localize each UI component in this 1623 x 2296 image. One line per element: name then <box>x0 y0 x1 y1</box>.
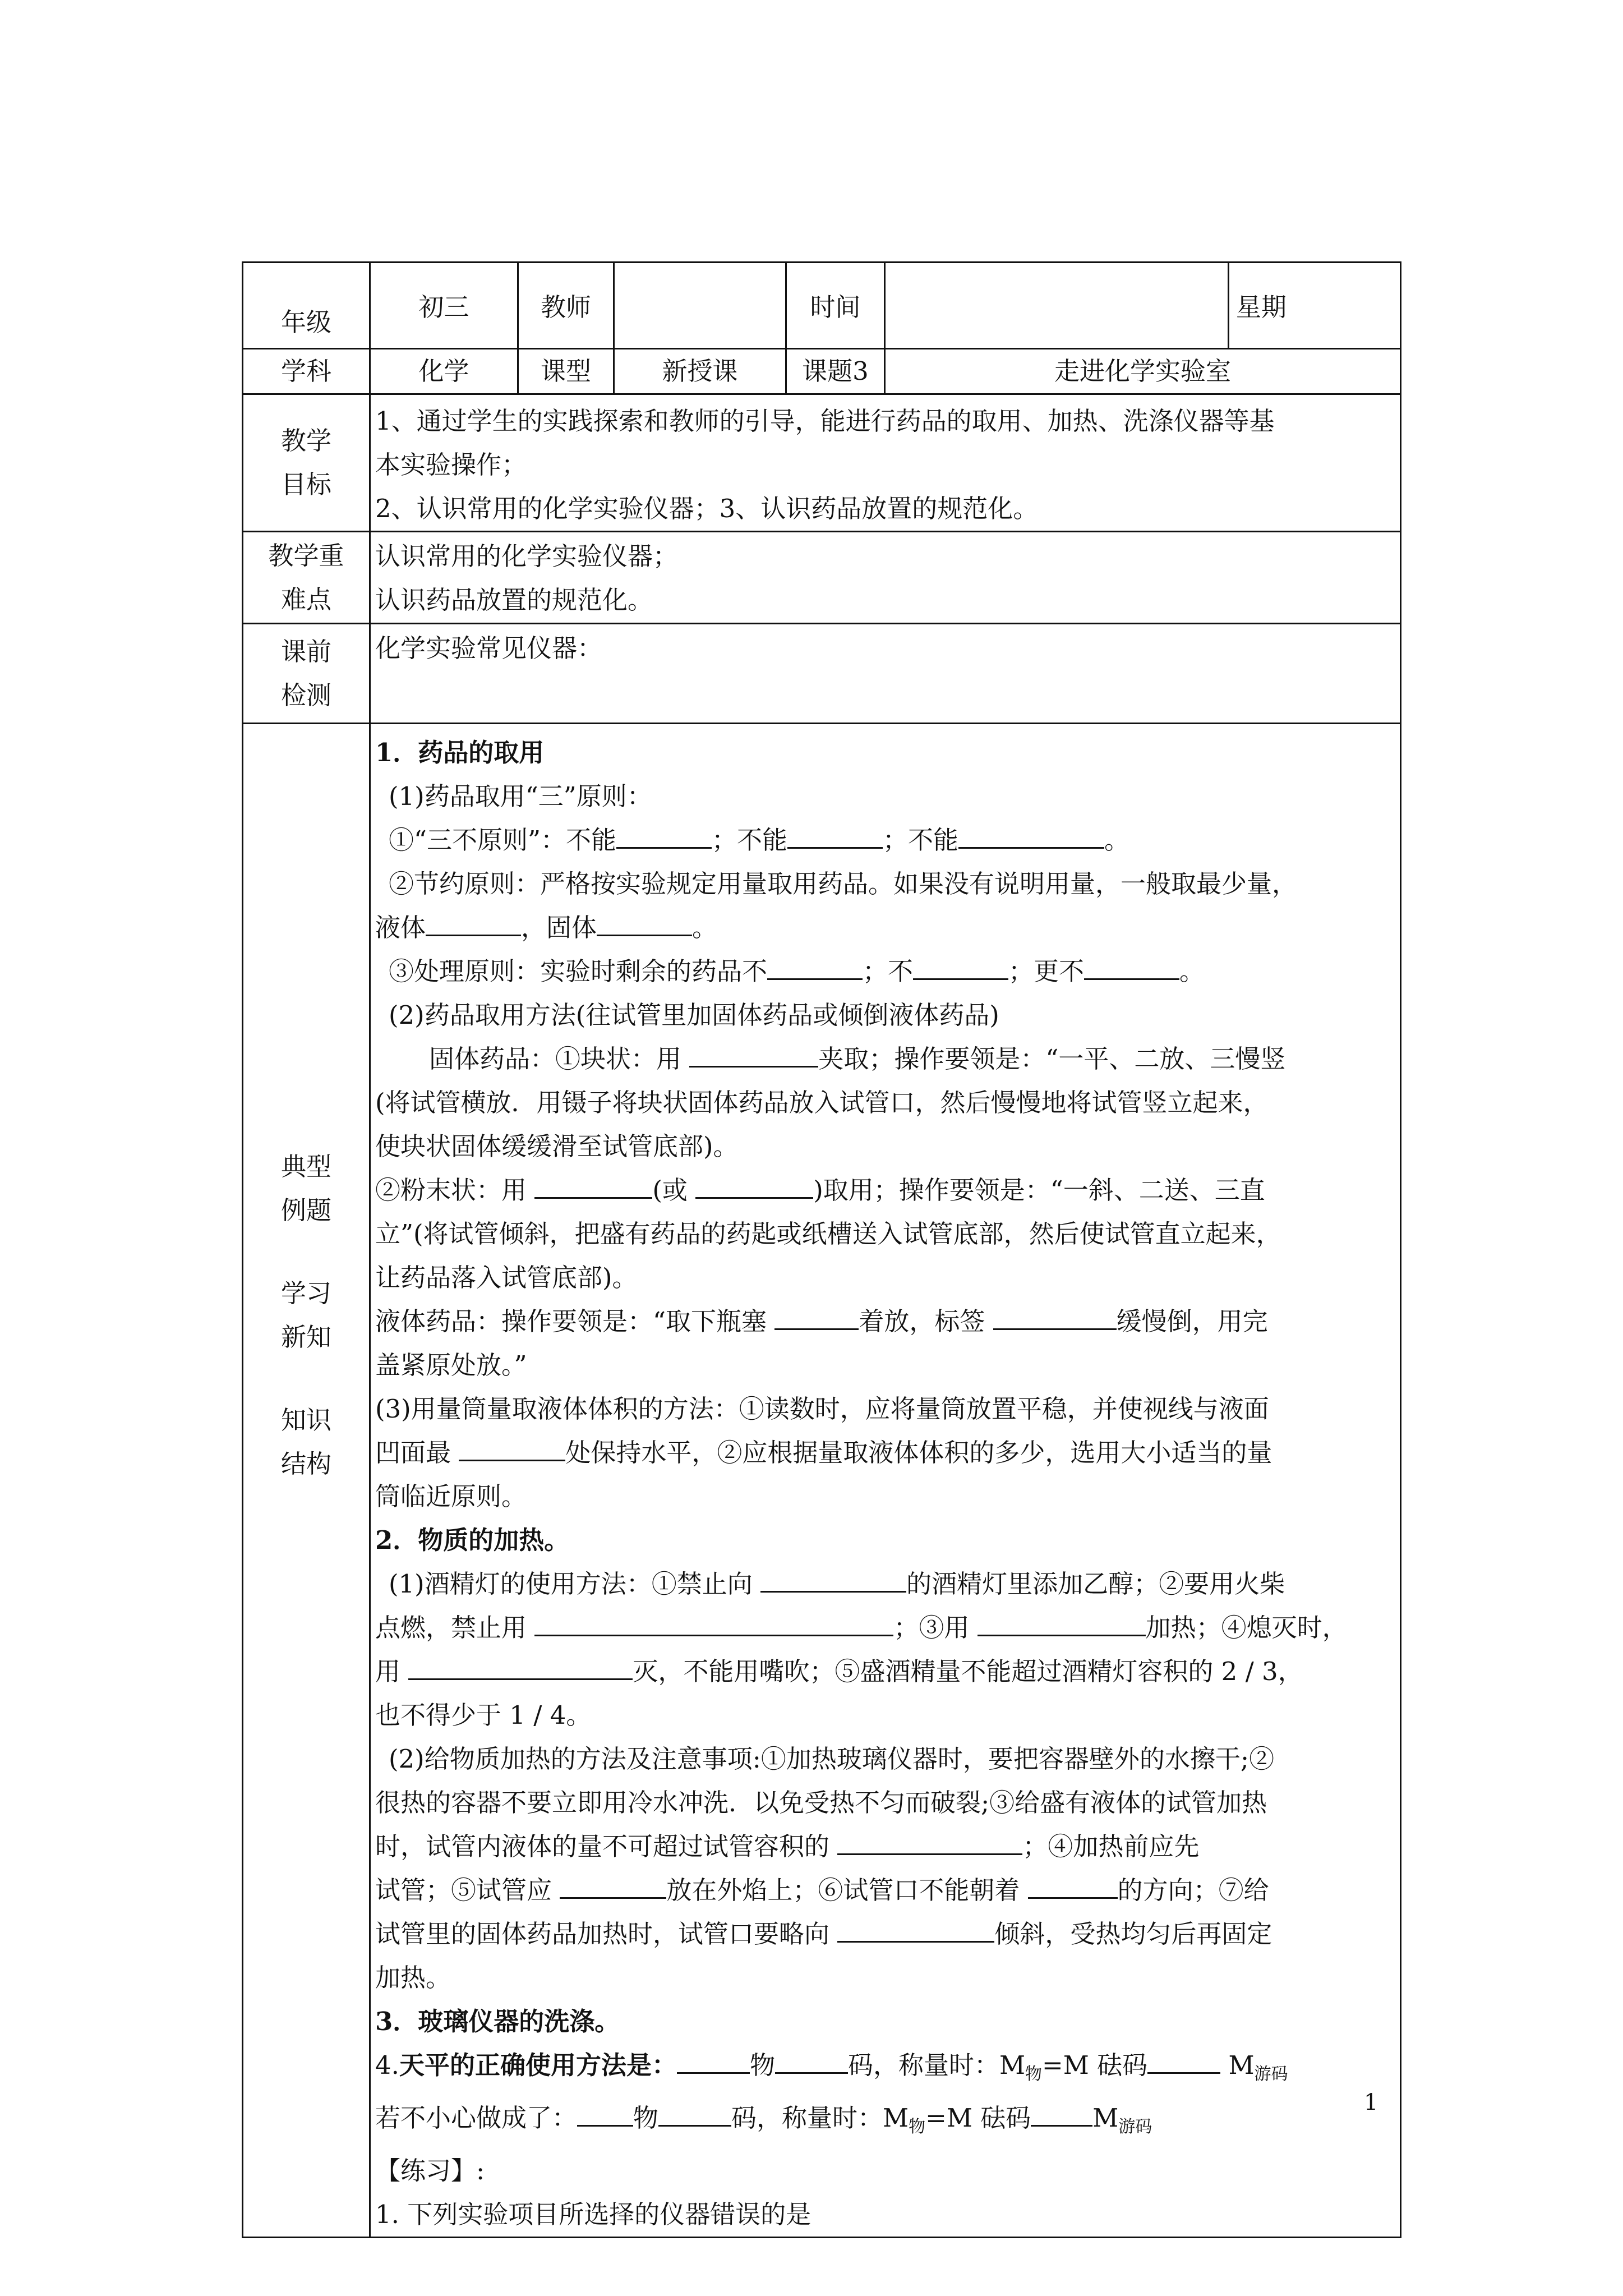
pretest-label-line1: 课前 <box>280 636 331 666</box>
s2-line4: 也不得少于 1 / 4。 <box>375 1700 592 1730</box>
goals-row <box>243 394 1401 532</box>
grade-value: 初三 <box>370 263 518 349</box>
s1-line2: ①“三不原则”：不能 ；不能 ；不能 。 <box>375 818 1395 862</box>
s2-line7: 时，试管内液体的量不可超过试管容积的 ；④加热前应先 <box>375 1825 1395 1869</box>
s1-line11: 让药品落入试管底部)。 <box>375 1263 638 1292</box>
s1-line13: 盖紧原处放。” <box>375 1350 527 1380</box>
time-value[interactable] <box>885 263 1229 349</box>
grade-label: 年级 <box>243 263 370 349</box>
main-content <box>370 724 1401 2238</box>
blank[interactable] <box>597 909 692 936</box>
goals-label-line1: 教学 <box>280 426 331 455</box>
blank[interactable] <box>695 1171 813 1199</box>
blank[interactable] <box>658 2099 731 2127</box>
blank[interactable] <box>426 909 521 936</box>
teacher-label: 教师 <box>518 263 614 349</box>
blank[interactable] <box>1028 1871 1118 1899</box>
s1-line4: ③处理原则：实验时剩余的药品不 ；不 ；更不 。 <box>375 950 1395 993</box>
main-label-line5: 知识 <box>280 1405 331 1435</box>
lesson-plan-table <box>242 261 1401 2238</box>
main-label-line4: 新知 <box>280 1322 331 1352</box>
s4-line2: 若不小心做成了： 物 码，称量时：$M_物=M$ 砝码 $M_{游码}$ <box>375 2096 1395 2149</box>
s1-line6: 固体药品：①块状：用 夹取；操作要领是：“一平、二放、三慢竖 <box>375 1037 1395 1081</box>
s1-line3a: ②节约原则：严格按实验规定用量取用药品。如果没有说明用量，一般取最少量， <box>389 869 1298 899</box>
section3-title: 3．玻璃仪器的洗涤。 <box>375 2007 620 2036</box>
blank[interactable] <box>767 953 863 980</box>
s1-line5: (2)药品取用方法(往试管里加固体药品或倾倒液体药品) <box>389 1000 999 1030</box>
s2-line9: 试管里的固体药品加热时，试管口要略向 倾斜，受热均匀后再固定 <box>375 1912 1395 1956</box>
s1-line14: (3)用量筒量取液体体积的方法：①读数时，应将量筒放置平稳，并使视线与液面 <box>375 1394 1269 1424</box>
pretest-label <box>243 624 370 724</box>
s1-line1: (1)药品取用“三”原则： <box>389 781 652 811</box>
blank[interactable] <box>993 1303 1117 1330</box>
pretest-content <box>370 624 1401 724</box>
blank[interactable] <box>913 953 1008 980</box>
blank[interactable] <box>837 1915 994 1943</box>
time-label: 时间 <box>786 263 885 349</box>
keypoints-line1: 认识常用的化学实验仪器； <box>375 541 679 571</box>
keypoints-label <box>243 532 370 624</box>
blank[interactable] <box>978 1609 1146 1636</box>
blank[interactable] <box>837 1828 1022 1855</box>
s2-line2: 点燃，禁止用 ；③用 加热；④熄灭时， <box>375 1606 1395 1650</box>
main-label-line1: 典型 <box>280 1152 331 1181</box>
blank[interactable] <box>774 1303 859 1330</box>
main-label-line3: 学习 <box>280 1278 331 1308</box>
keypoints-line2: 认识药品放置的规范化。 <box>375 585 653 615</box>
s2-line1: (1)酒精灯的使用方法：①禁止向 的酒精灯里添加乙醇；②要用火柴 <box>375 1562 1395 1606</box>
blank[interactable] <box>408 1653 633 1680</box>
blank[interactable] <box>760 1565 906 1593</box>
s1-line7: (将试管横放．用镊子将块状固体药品放入试管口，然后慢慢地将试管竖立起来， <box>375 1088 1269 1117</box>
topic-label: 课题3 <box>786 349 885 394</box>
main-label <box>243 724 370 2238</box>
goals-line2: 本实验操作； <box>375 450 527 480</box>
goals-label <box>243 394 370 532</box>
blank[interactable] <box>534 1609 893 1636</box>
subject-value: 化学 <box>370 349 518 394</box>
pretest-line1: 化学实验常见仪器： <box>375 633 603 663</box>
keypoints-label-line2: 难点 <box>280 584 331 614</box>
practice-question-1: 1. 下列实验项目所选择的仪器错误的是 <box>375 2200 811 2229</box>
practice-title: 【练习】: <box>375 2156 485 2185</box>
section1-title: 1．药品的取用 <box>375 738 545 767</box>
pretest-row <box>243 624 1401 724</box>
goals-label-line2: 目标 <box>280 470 331 499</box>
section2-title: 2．物质的加热。 <box>375 1525 570 1555</box>
blank[interactable] <box>1084 953 1179 980</box>
main-label-line2: 例题 <box>280 1195 331 1225</box>
weekday-label: 星期 <box>1229 263 1401 349</box>
keypoints-label-line1: 教学重 <box>268 540 344 570</box>
blank[interactable] <box>1031 2099 1092 2127</box>
s1-line10: 立”(将试管倾斜，把盛有药品的药匙或纸槽送入试管底部，然后使试管直立起来， <box>375 1219 1281 1249</box>
blank[interactable] <box>677 2046 750 2074</box>
blank[interactable] <box>775 2046 848 2074</box>
page-number: 1 <box>1364 2090 1378 2115</box>
info-row <box>243 349 1401 394</box>
blank[interactable] <box>577 2099 633 2127</box>
s1-line8: 使块状固体缓缓滑至试管底部)。 <box>375 1131 739 1161</box>
s4-line1: 4.天平的正确使用方法是： 物 码，称量时：$M_物=M$ 砝码 $M_{游码}$ <box>375 2044 1395 2096</box>
goals-line1: 1、通过学生的实践探索和教师的引导，能进行药品的取用、加热、洗涤仪器等基 <box>375 406 1275 436</box>
keypoints-row <box>243 532 1401 624</box>
main-row <box>243 724 1401 2238</box>
s1-line12: 液体药品：操作要领是：“取下瓶塞 着放，标签 缓慢倒，用完 <box>375 1300 1395 1343</box>
blank[interactable] <box>689 1040 818 1068</box>
header-row <box>243 263 1401 349</box>
blank[interactable] <box>787 821 883 849</box>
goals-line3: 2、认识常用的化学实验仪器；3、认识药品放置的规范化。 <box>375 494 1039 523</box>
s1-line3b: 液体 ，固体 。 <box>375 906 1395 950</box>
s1-line15: 凹面最 处保持水平，②应根据量取液体体积的多少，选用大小适当的量 <box>375 1431 1395 1475</box>
keypoints-content <box>370 532 1401 624</box>
blank[interactable] <box>1147 2046 1220 2074</box>
s2-line6: 很热的容器不要立即用冷水冲洗．以免受热不匀而破裂;③给盛有液体的试管加热 <box>375 1788 1267 1818</box>
main-label-line6: 结构 <box>280 1449 331 1479</box>
subject-label: 学科 <box>243 349 370 394</box>
type-label: 课型 <box>518 349 614 394</box>
s2-line10: 加热。 <box>375 1963 451 1993</box>
type-value: 新授课 <box>614 349 786 394</box>
s1-line9: ②粉末状：用 (或 )取用；操作要领是：“一斜、二送、三直 <box>375 1168 1395 1212</box>
s1-line16: 筒临近原则。 <box>375 1481 527 1511</box>
blank[interactable] <box>560 1871 666 1899</box>
s2-line3: 用 灭，不能用嘴吹；⑤盛酒精量不能超过酒精灯容积的 2 / 3， <box>375 1650 1395 1694</box>
teacher-value[interactable] <box>614 263 786 349</box>
blank[interactable] <box>459 1434 565 1461</box>
goals-content <box>370 394 1401 532</box>
topic-value: 走进化学实验室 <box>885 349 1401 394</box>
s2-line5: (2)给物质加热的方法及注意事项:①加热玻璃仪器时，要把容器壁外的水擦干;② <box>389 1744 1275 1774</box>
s2-line8: 试管；⑤试管应 放在外焰上；⑥试管口不能朝着 的方向；⑦给 <box>375 1869 1395 1912</box>
blank[interactable] <box>616 821 712 849</box>
blank[interactable] <box>534 1171 652 1199</box>
blank[interactable] <box>958 821 1104 849</box>
pretest-label-line2: 检测 <box>280 680 331 710</box>
